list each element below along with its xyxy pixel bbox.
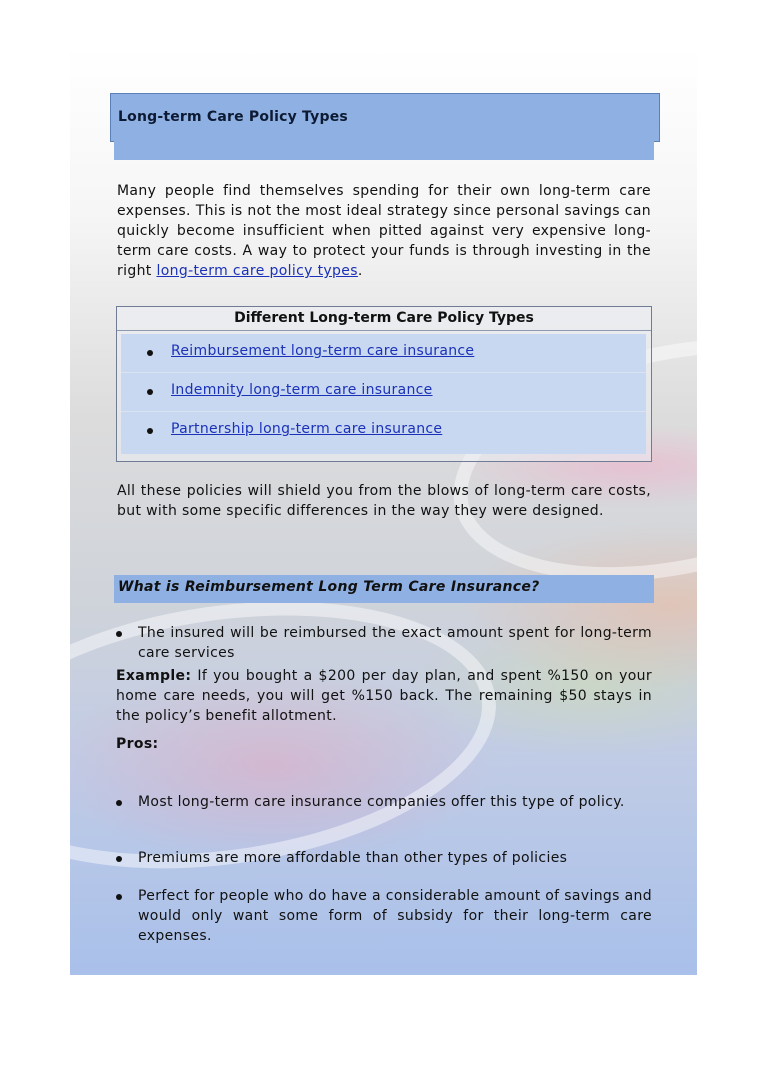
partnership-link[interactable]: Partnership long-term care insurance	[171, 421, 443, 437]
bullet-icon	[116, 856, 122, 862]
intro-paragraph	[117, 181, 651, 281]
bullet-icon	[116, 631, 122, 637]
policy-types-link[interactable]: long-term care policy types	[156, 263, 358, 279]
example-label: Example:	[116, 668, 192, 684]
bullet-icon	[147, 389, 153, 395]
pros-label: Pros:	[116, 736, 159, 752]
intro-text: Many people find themselves spending for their own long-term care expenses. This is not the most ideal strategy since personal savings can quickly become insufficient when pitted against very expensive long-term care costs. A way to protect your funds is through investing in the right	[117, 183, 651, 279]
bullet-text: Most long-term care insurance companies offer this type of policy.	[138, 794, 625, 810]
document-page	[70, 46, 697, 975]
list-item	[116, 886, 652, 946]
bullet-icon	[116, 800, 122, 806]
example-text: If you bought a $200 per day plan, and spent %150 on your home care needs, you will get %150 back. The remaining $50 stays in the policy’s benefit allotment.	[116, 668, 652, 724]
bullet-icon	[116, 894, 122, 900]
section-header	[110, 93, 660, 142]
shield-paragraph: All these policies will shield you from the blows of long-term care costs, but with some specific differences in the way they were designed.	[117, 483, 651, 519]
list-item	[116, 792, 652, 812]
page-title: Long-term Care Policy Types	[118, 109, 348, 125]
list-item	[116, 623, 652, 663]
reimbursement-link[interactable]: Reimbursement long-term care insurance	[171, 343, 475, 359]
indemnity-link[interactable]: Indemnity long-term care insurance	[171, 382, 433, 398]
bullet-icon	[147, 428, 153, 434]
header-accent-strip	[114, 141, 654, 160]
policy-types-table	[116, 306, 652, 462]
table-row	[121, 412, 646, 450]
example-paragraph	[116, 666, 652, 726]
bullet-icon	[147, 350, 153, 356]
table-heading: Different Long-term Care Policy Types	[117, 307, 651, 331]
question-header	[114, 575, 654, 603]
table-row	[121, 373, 646, 412]
pros-heading	[116, 734, 650, 754]
list-item	[116, 848, 652, 868]
bullet-text: The insured will be reimbursed the exact amount spent for long-term care services	[138, 625, 652, 661]
bullet-text: Premiums are more affordable than other types of policies	[138, 850, 568, 866]
table-row	[121, 334, 646, 373]
question-title: What is Reimbursement Long Term Care Insurance?	[118, 579, 540, 595]
intro-end: .	[357, 263, 363, 279]
table-body	[121, 334, 646, 454]
bullet-text: Perfect for people who do have a considerable amount of savings and would only want some form of subsidy for their long-term care expenses.	[138, 888, 652, 944]
